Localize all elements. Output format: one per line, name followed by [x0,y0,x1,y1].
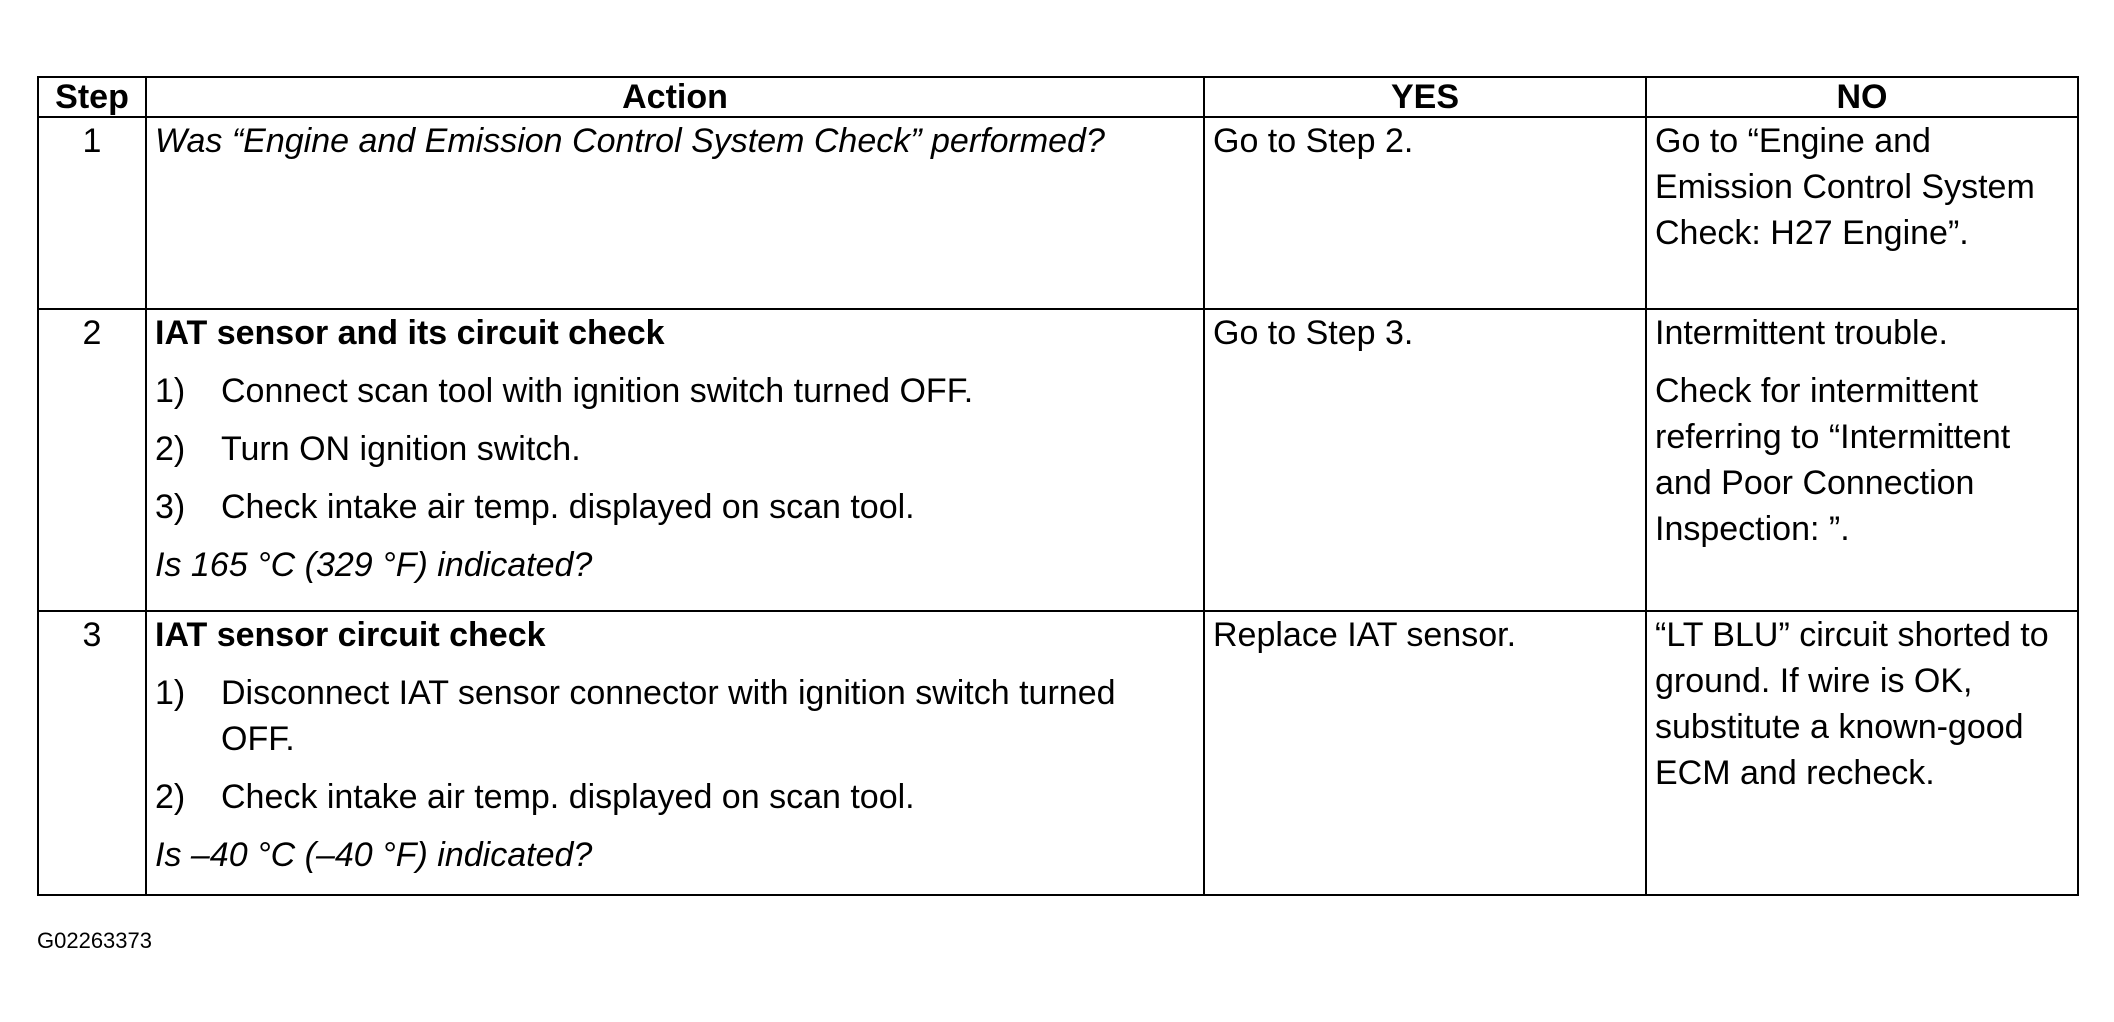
substep-text: Turn ON ignition switch. [221,430,581,468]
action-question: Is –40 °C (–40 °F) indicated? [155,836,593,874]
header-no: NO [1646,77,2078,117]
action-cell [146,309,1204,611]
figure-id: G02263373 [37,928,152,953]
no-cell: Go to “Engine and Emission Control System Check: H27 Engine”. [1646,117,2078,309]
no-text: Check for intermittent referring to “Intermittent and Poor Connection Inspection: ”. [1655,372,2011,548]
substep-number: 2) [155,430,186,468]
yes-cell: Go to Step 2. [1204,117,1646,309]
substep [155,426,1197,472]
yes-cell: Go to Step 3. [1204,309,1646,611]
substep [155,484,1197,530]
substep [155,368,1197,414]
substep-number: 3) [155,488,186,526]
no-text: Intermittent trouble. [1655,314,1948,352]
yes-cell: Replace IAT sensor. [1204,611,1646,895]
substep-number: 1) [155,674,186,712]
action-cell [146,611,1204,895]
table-row [38,611,2078,895]
step-number: 2 [38,309,146,611]
substep-text: Check intake air temp. displayed on scan tool. [221,488,915,526]
substep-text: Check intake air temp. displayed on scan tool. [221,778,915,816]
header-step: Step [38,77,146,117]
substep-text: Connect scan tool with ignition switch turned OFF. [221,372,974,410]
action-cell [146,117,1204,309]
step-number: 1 [38,117,146,309]
action-title: IAT sensor and its circuit check [155,314,665,352]
substep [155,670,1197,762]
substep-number: 1) [155,372,186,410]
substep-number: 2) [155,778,186,816]
substep [155,774,1197,820]
table-row [38,117,2078,309]
table-header-row [38,77,2078,117]
action-question: Was “Engine and Emission Control System Check” performed? [155,122,1105,160]
step-number: 3 [38,611,146,895]
diagnostic-table [37,76,2079,896]
no-cell [1646,309,2078,611]
action-question: Is 165 °C (329 °F) indicated? [155,546,593,584]
substep-text: Disconnect IAT sensor connector with ignition switch turned OFF. [221,674,1116,758]
action-title: IAT sensor circuit check [155,616,546,654]
table-row [38,309,2078,611]
header-action: Action [146,77,1204,117]
no-cell: “LT BLU” circuit shorted to ground. If wire is OK, substitute a known-good ECM and recheck. [1646,611,2078,895]
header-yes: YES [1204,77,1646,117]
